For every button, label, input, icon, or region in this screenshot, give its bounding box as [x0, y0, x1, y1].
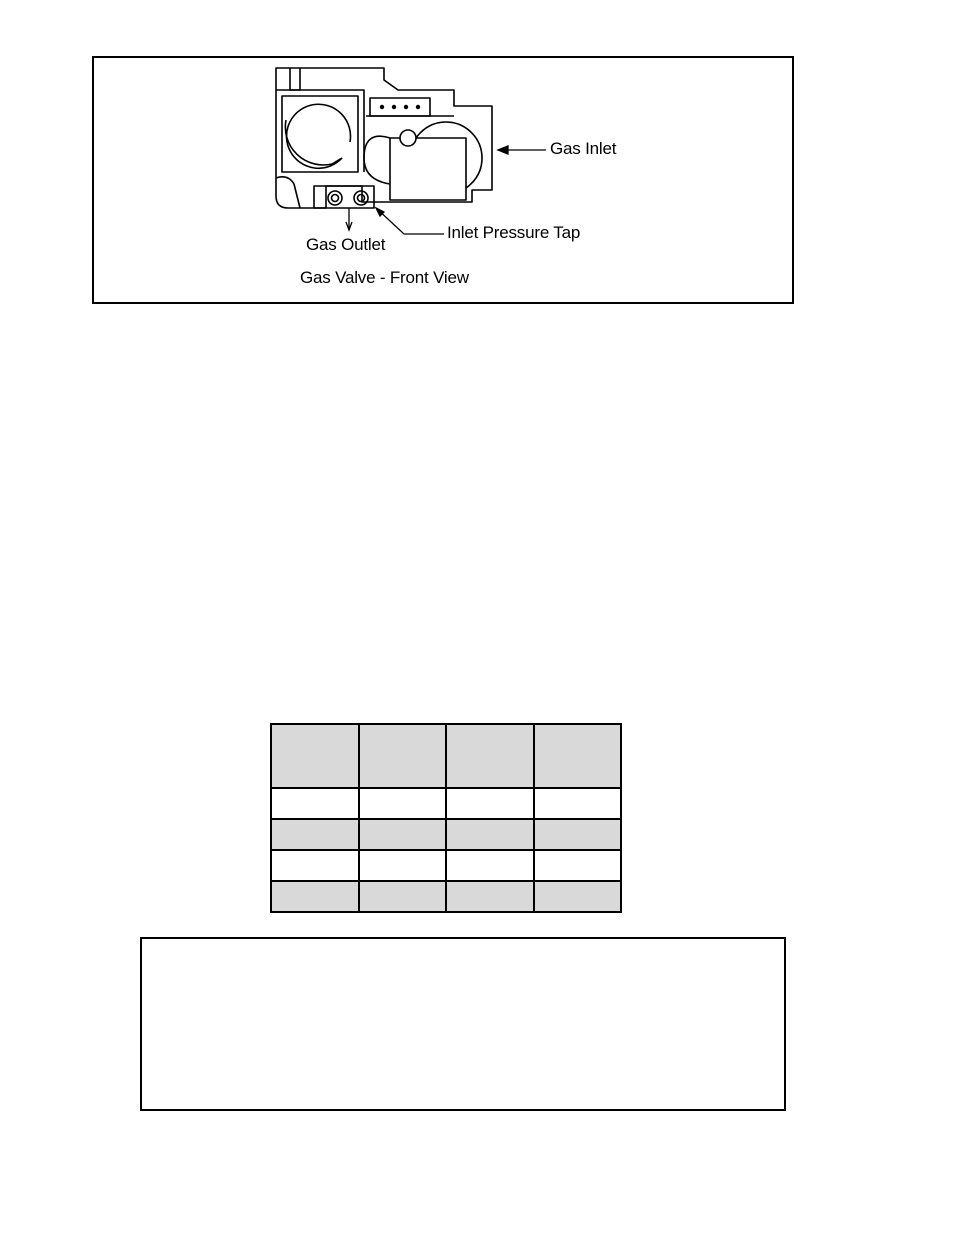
pressure-table: [270, 723, 622, 913]
inlet-pressure-tap-leader: [376, 208, 444, 234]
connector-block: [370, 98, 430, 116]
table-cell: [446, 788, 534, 819]
table-cell: [446, 881, 534, 912]
table-header-cell: [446, 724, 534, 788]
table-cell: [271, 819, 359, 850]
table-cell: [359, 850, 447, 881]
table-cell: [534, 819, 622, 850]
gas-inlet-label: Gas Inlet: [550, 139, 617, 158]
left-coil-housing: [282, 96, 358, 172]
table-row: [271, 819, 621, 850]
table-row: [271, 850, 621, 881]
outlet-screw-right: [354, 191, 368, 205]
outlet-screw-left: [328, 191, 342, 205]
table-cell: [534, 788, 622, 819]
regulator-lobe: [364, 136, 390, 184]
gas-valve-drawing: [94, 58, 792, 302]
table-row: [271, 788, 621, 819]
table-cell: [359, 881, 447, 912]
table-row: [271, 881, 621, 912]
table-header-row: [271, 724, 621, 788]
table-cell: [271, 850, 359, 881]
table-header-cell: [271, 724, 359, 788]
figure-caption: Gas Valve - Front View: [300, 268, 469, 287]
inlet-pressure-tap-label: Inlet Pressure Tap: [447, 223, 581, 242]
table-cell: [534, 850, 622, 881]
table-cell: [446, 850, 534, 881]
table-header-cell: [534, 724, 622, 788]
gas-valve-figure: [92, 56, 794, 304]
table-cell: [359, 819, 447, 850]
note-box: [140, 937, 786, 1111]
table-cell: [359, 788, 447, 819]
table-cell: [534, 881, 622, 912]
valve-left-strip: [290, 68, 300, 90]
table-header-cell: [359, 724, 447, 788]
table-cell: [271, 788, 359, 819]
table-cell: [271, 881, 359, 912]
regulator-cover: [390, 138, 466, 200]
table-cell: [446, 819, 534, 850]
gas-outlet-label: Gas Outlet: [306, 235, 386, 254]
